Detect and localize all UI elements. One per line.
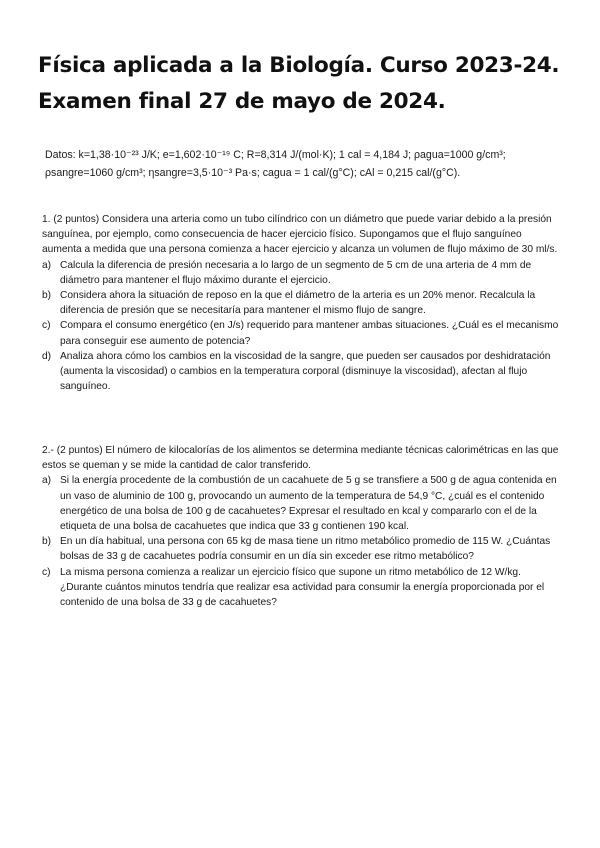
- problem-1-question-d: [42, 349, 562, 395]
- question-text: En un día habitual, una persona con 65 kg de masa tiene un ritmo metabólico promedio de 115 W. ¿Cuántas bolsas de 33 g de cacahuetes podría consumir en un día sin exceder ese ritmo metabólico?: [60, 536, 551, 563]
- question-text: Compara el consumo energético (en J/s) requerido para mantener ambas situaciones. ¿Cuál es el mecanismo para conseguir ese aumento de potencia?: [60, 320, 559, 347]
- question-letter: b): [42, 536, 52, 548]
- title-line-course: Física aplicada a la Biología. Curso 2023-24.: [38, 53, 560, 78]
- problem-2-question-a: [42, 473, 562, 534]
- question-text: Analiza ahora cómo los cambios en la viscosidad de la sangre, que pueden ser causados por deshidratación (aumenta la viscosidad) o cambios en la temperatura corporal (disminuye la viscosidad), afectan al flujo sanguíneo.: [60, 350, 551, 393]
- physical-constants: [45, 146, 575, 182]
- problem-1-questions: [42, 258, 562, 395]
- problem-2: [42, 443, 562, 610]
- title-line-exam-date: Examen final 27 de mayo de 2024.: [38, 89, 446, 114]
- question-text: Calcula la diferencia de presión necesaria a lo largo de un segmento de 5 cm de una arteria de 4 mm de diámetro para mantener el flujo máximo durante el ejercicio.: [60, 259, 532, 286]
- problem-1-statement: 1. (2 puntos) Considera una arteria como un tubo cilíndrico con un diámetro que puede variar debido a la presión sanguínea, por ejemplo, como consecuencia de hacer ejercicio físico. Supongamos que el flujo sanguíneo aumenta a medida que una persona comienza a hacer ejercicio y alcanza un volumen de flujo máximo de 30 ml/s.: [42, 214, 558, 256]
- question-text: Considera ahora la situación de reposo en la que el diámetro de la arteria es un 20% menor. Recalcula la diferencia de presión que se necesitaría para mantener el mismo flujo de sangre.: [60, 290, 536, 317]
- question-letter: a): [42, 259, 52, 271]
- question-letter: c): [42, 320, 51, 332]
- question-text: La misma persona comienza a realizar un ejercicio físico que supone un ritmo metabólico de 12 W/kg. ¿Durante cuántos minutos tendría que realizar esa actividad para consumir la energía proporcionada por el contenido de una bolsa de 33 g de cacahuetes?: [60, 566, 545, 609]
- problem-2-questions: [42, 473, 562, 610]
- exam-title: [38, 48, 578, 120]
- question-letter: c): [42, 566, 51, 578]
- question-letter: b): [42, 290, 52, 302]
- question-letter: a): [42, 475, 52, 487]
- problem-1-question-a: [42, 258, 562, 288]
- constants-line-2: ρsangre=1060 g/cm³; ηsangre=3,5·10⁻³ Pa·s; cagua = 1 cal/(g°C); cAl = 0,215 cal/(g°C).: [45, 167, 461, 179]
- problem-2-question-c: [42, 565, 562, 611]
- question-letter: d): [42, 350, 52, 362]
- problem-1-question-b: [42, 288, 562, 318]
- constants-line-1: Datos: k=1,38·10⁻²³ J/K; e=1,602·10⁻¹⁹ C; R=8,314 J/(mol·K); 1 cal = 4,184 J; ρagua=1000 g/cm³;: [45, 149, 506, 161]
- problem-2-statement: 2.- (2 puntos) El número de kilocalorías de los alimentos se determina mediante técnicas calorimétricas en las que estos se queman y se mide la cantidad de calor transferido.: [42, 445, 559, 472]
- question-text: Si la energía procedente de la combustión de un cacahuete de 5 g se transfiere a 500 g de agua contenida en un vaso de aluminio de 100 g, provocando un aumento de la temperatura de 54,9 °C, ¿cuál es el contenido energético de una bolsa de 100 g de cacahuetes? Expresar el resultado en kcal y compararlo con el de la etiqueta de una bolsa de cacahuetes que indica que 33 g contienen 190 kcal.: [60, 475, 557, 533]
- problem-1: [42, 212, 562, 394]
- problem-2-question-b: [42, 534, 562, 564]
- problem-1-question-c: [42, 318, 562, 348]
